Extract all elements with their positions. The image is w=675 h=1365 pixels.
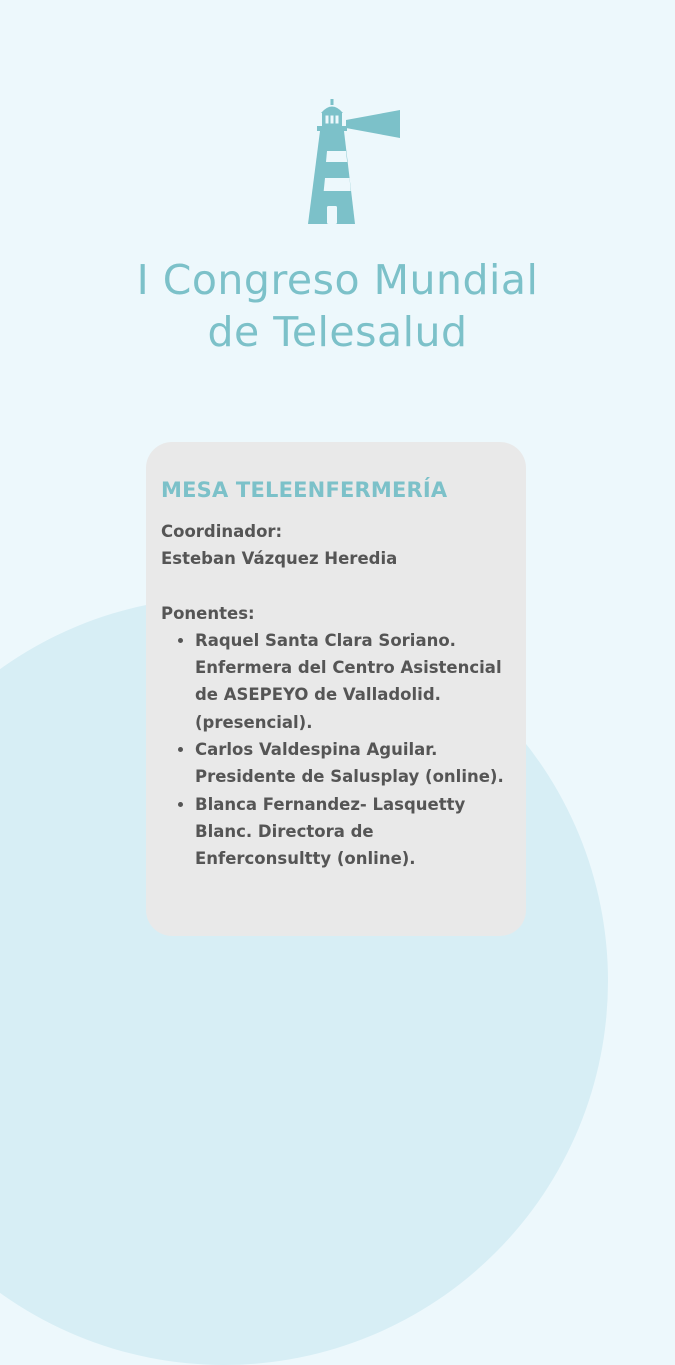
- speaker-item: • Raquel Santa Clara Soriano. Enfermera del Centro Asistencial de ASEPEYO de Valladolid. (presencial).: [195, 627, 510, 736]
- coordinator-name: Esteban Vázquez Heredia: [161, 549, 398, 569]
- page-title: [0, 254, 675, 358]
- title-line-1: I Congreso Mundial: [136, 256, 539, 304]
- speaker-item: • Carlos Valdespina Aguilar. Presidente de Salusplay (online).: [195, 736, 510, 791]
- title-line-2: de Telesalud: [207, 308, 468, 356]
- speakers-label: Ponentes:: [161, 603, 255, 623]
- spacer: [161, 573, 510, 600]
- speakers-list: [161, 627, 510, 873]
- coordinator-label: Coordinador:: [161, 522, 283, 541]
- lighthouse-icon: [300, 96, 404, 228]
- session-details: [161, 518, 510, 873]
- session-card: [146, 442, 526, 936]
- session-heading: MESA TELEENFERMERÍA: [161, 478, 448, 502]
- speaker-item: • Blanca Fernandez- Lasquetty Blanc. Directora de Enferconsultty (online).: [195, 791, 510, 873]
